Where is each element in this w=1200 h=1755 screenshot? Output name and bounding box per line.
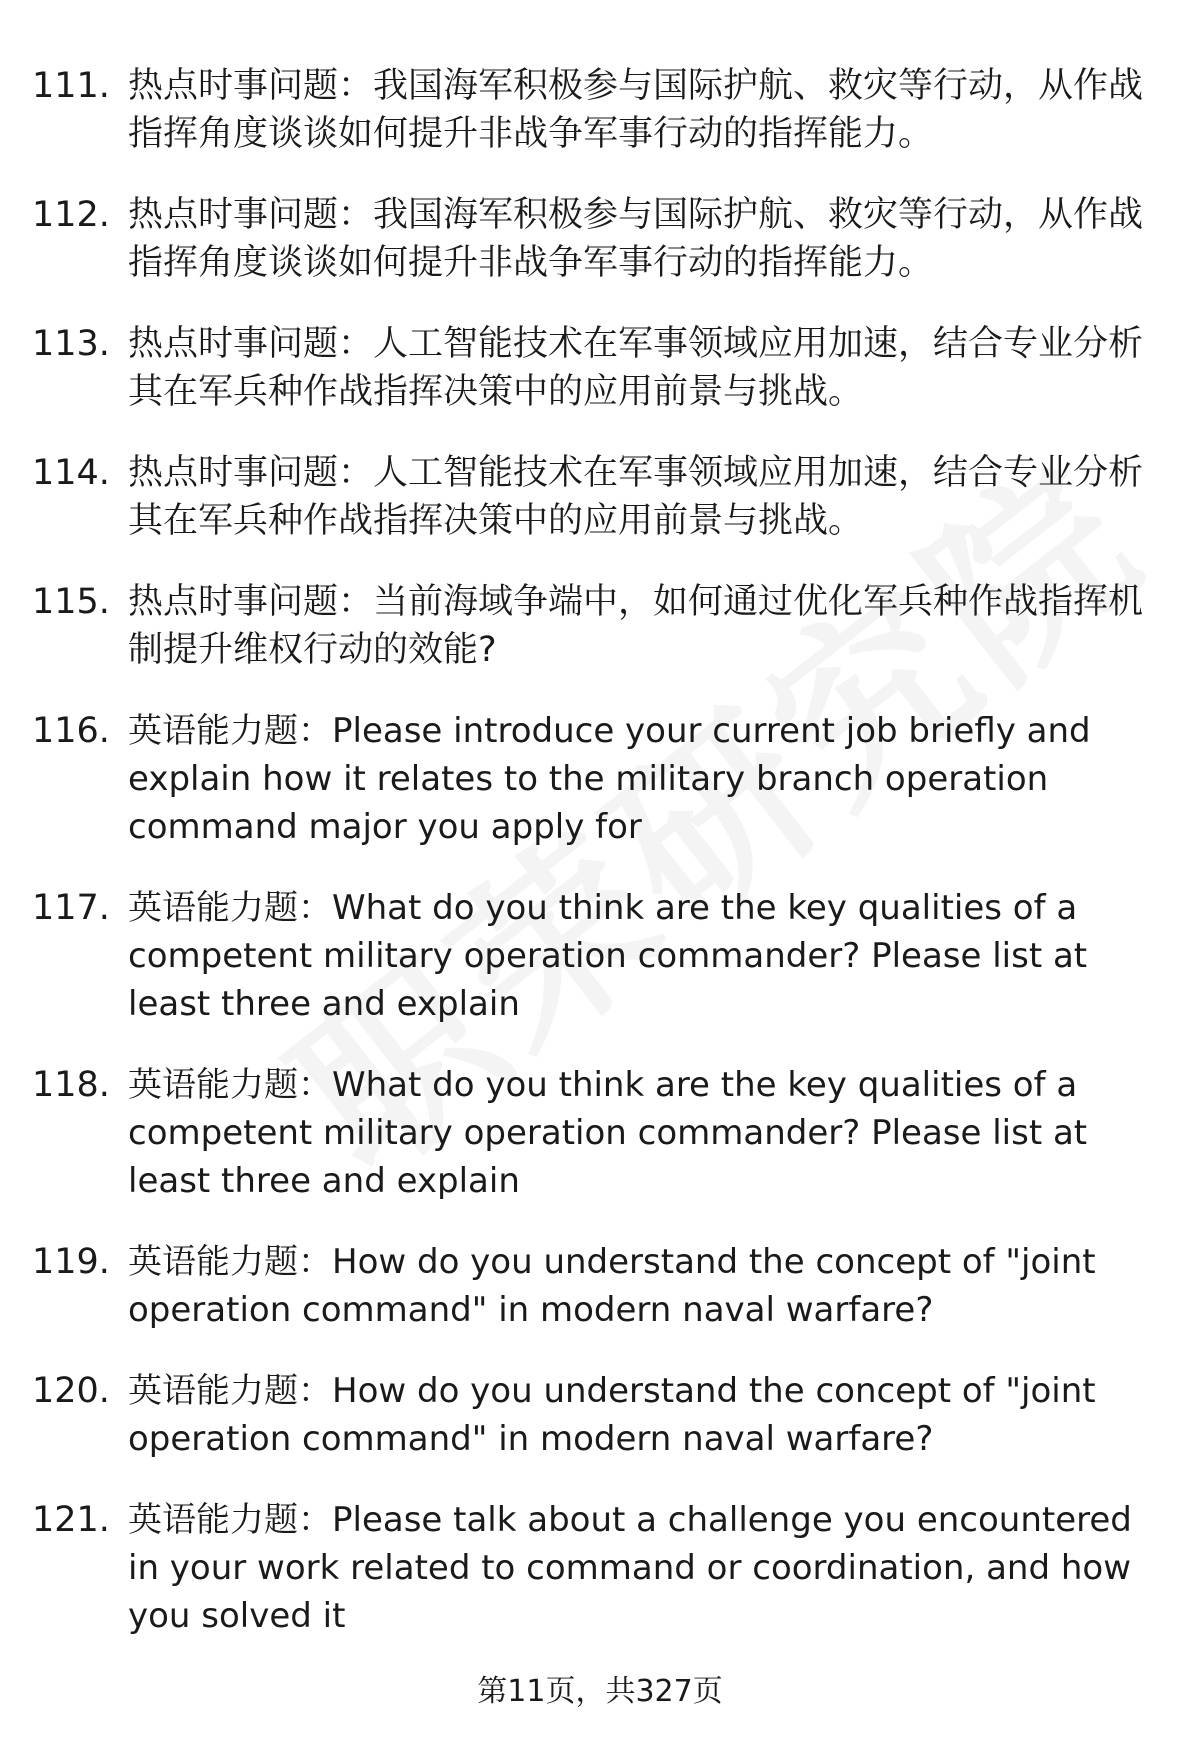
question-number: 117. xyxy=(32,888,110,928)
question-text: 热点时事问题：当前海域争端中，如何通过优化军兵种作战指挥机制提升维权行动的效能? xyxy=(128,582,1144,670)
page-footer: 第11页，共327页 xyxy=(477,1674,723,1709)
question-item xyxy=(0,1496,1200,1640)
question-text: 英语能力题：What do you think are the key qualities of a competent military operation commander? Please list at least three and explain xyxy=(128,1065,1088,1201)
question-text: 热点时事问题：人工智能技术在军事领域应用加速，结合专业分析其在军兵种作战指挥决策中的应用前景与挑战。 xyxy=(128,324,1144,412)
question-item xyxy=(0,62,1200,158)
question-number: 118. xyxy=(32,1065,110,1105)
question-item xyxy=(0,449,1200,545)
question-number: 113. xyxy=(32,324,110,364)
question-text: 热点时事问题：我国海军积极参与国际护航、救灾等行动，从作战指挥角度谈谈如何提升非战争军事行动的指挥能力。 xyxy=(128,195,1144,283)
question-item xyxy=(0,884,1200,1028)
question-number: 115. xyxy=(32,582,110,622)
question-text: 英语能力题：Please talk about a challenge you encountered in your work related to command or coordination, and how you solved it xyxy=(128,1500,1132,1636)
question-number: 119. xyxy=(32,1242,110,1282)
question-item xyxy=(0,1238,1200,1334)
question-item xyxy=(0,1367,1200,1463)
question-text: 热点时事问题：我国海军积极参与国际护航、救灾等行动，从作战指挥角度谈谈如何提升非战争军事行动的指挥能力。 xyxy=(128,66,1144,154)
question-number: 111. xyxy=(32,66,110,106)
question-text: 英语能力题：What do you think are the key qualities of a competent military operation commander? Please list at least three and explain xyxy=(128,888,1088,1024)
question-number: 121. xyxy=(32,1500,110,1540)
question-text: 热点时事问题：人工智能技术在军事领域应用加速，结合专业分析其在军兵种作战指挥决策中的应用前景与挑战。 xyxy=(128,453,1144,541)
question-text: 英语能力题：How do you understand the concept of "joint operation command" in modern naval warfare? xyxy=(128,1242,1096,1330)
question-number: 120. xyxy=(32,1371,110,1411)
question-item xyxy=(0,320,1200,416)
question-item xyxy=(0,707,1200,851)
question-number: 116. xyxy=(32,711,110,751)
question-item xyxy=(0,578,1200,674)
question-number: 112. xyxy=(32,195,110,235)
question-number: 114. xyxy=(32,453,110,493)
question-list xyxy=(0,62,1200,1673)
question-item xyxy=(0,191,1200,287)
question-item xyxy=(0,1061,1200,1205)
question-text: 英语能力题：How do you understand the concept of "joint operation command" in modern naval warfare? xyxy=(128,1371,1096,1459)
question-text: 英语能力题：Please introduce your current job briefly and explain how it relates to the military branch operation command major you apply for xyxy=(128,711,1091,847)
